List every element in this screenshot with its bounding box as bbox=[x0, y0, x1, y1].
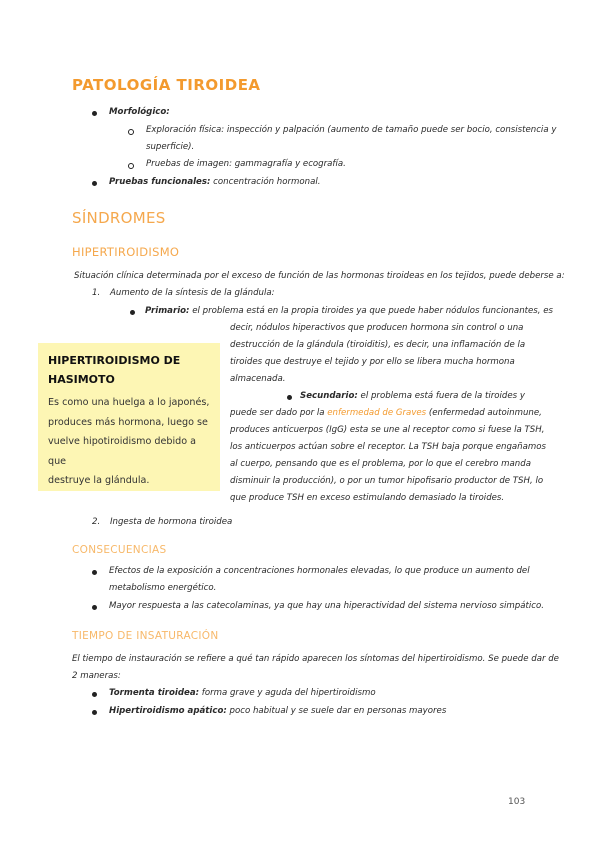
page-number: 103 bbox=[508, 797, 526, 807]
primario-text: el problema está en la propia tiroides ya que puede haber nódulos funcionantes, es bbox=[189, 306, 553, 316]
bullet-icon bbox=[92, 710, 97, 715]
tiempo-item2 bbox=[109, 703, 446, 720]
secundario-line2 bbox=[230, 405, 542, 422]
morph-sub1-line2: superficie). bbox=[146, 142, 195, 152]
callout-title-line1: HIPERTIROIDISMO DE bbox=[48, 354, 181, 367]
tiempo-intro-line1: El tiempo de instauración se refiere a qué tan rápido aparecen los síntomas del hipertiroidismo. Se puede dar de bbox=[72, 654, 559, 664]
item2-text: Ingesta de hormona tiroidea bbox=[110, 517, 233, 527]
bullet-icon bbox=[92, 111, 97, 116]
tiempo-intro-line2: 2 maneras: bbox=[72, 671, 121, 681]
secundario-line6: disminuir la producción), o por un tumor hipofisario productor de TSH, lo bbox=[230, 476, 544, 486]
func-label: Pruebas funcionales: bbox=[109, 177, 211, 187]
primario-line2: decir, nódulos hiperactivos que producen hormona sin control o una bbox=[230, 323, 524, 333]
subheading-hipertiroidismo: HIPERTIROIDISMO bbox=[72, 245, 180, 259]
func-item bbox=[109, 174, 321, 191]
secundario-line4: los anticuerpos actúan sobre el receptor. La TSH baja porque engañamos bbox=[230, 442, 546, 452]
morph-sub2: Pruebas de imagen: gammagrafía y ecografía. bbox=[146, 159, 346, 169]
apatico-label: Hipertiroidismo apático: bbox=[109, 706, 227, 716]
graves-highlight: enfermedad de Graves bbox=[327, 408, 427, 418]
apatico-text: poco habitual y se suele dar en personas mayores bbox=[226, 706, 447, 716]
func-text: concentración hormonal. bbox=[210, 177, 321, 187]
item2-number: 2. bbox=[92, 517, 101, 527]
callout-body bbox=[48, 393, 210, 491]
bullet-icon bbox=[130, 310, 135, 315]
callout-note bbox=[38, 343, 220, 491]
tormenta-label: Tormenta tiroidea: bbox=[109, 688, 200, 698]
callout-title-line2: HASIMOTO bbox=[48, 373, 115, 386]
secundario-line5: al cuerpo, pensando que es el problema, por lo que el cerebro manda bbox=[230, 459, 531, 469]
bullet-icon bbox=[92, 605, 97, 610]
circle-bullet-icon bbox=[128, 129, 134, 135]
section-heading-sindromes: SÍNDROMES bbox=[72, 209, 166, 227]
callout-body-line3: vuelve hipotiroidismo debido a que bbox=[48, 436, 197, 467]
primario-line4: tiroides que destruye el tejido y por ello se libera mucha hormona bbox=[230, 357, 515, 367]
subheading-consecuencias: CONSECUENCIAS bbox=[72, 544, 167, 556]
secundario-text: (enfermedad autoinmune, bbox=[426, 408, 542, 418]
bullet-icon bbox=[92, 570, 97, 575]
bullet-icon bbox=[287, 395, 292, 400]
bullet-icon bbox=[92, 181, 97, 186]
hiper-intro: Situación clínica determinada por el exceso de función de las hormonas tiroideas en los tejidos, puede deberse a: bbox=[74, 271, 565, 281]
consecuencias-b1-line1: Efectos de la exposición a concentraciones hormonales elevadas, lo que produce un aumento del bbox=[109, 566, 530, 576]
callout-body-line4: destruye la glándula. bbox=[48, 475, 150, 486]
morph-label: Morfológico: bbox=[109, 107, 170, 117]
primario-line5: almacenada. bbox=[230, 374, 286, 384]
primario-line3: destrucción de la glándula (tiroiditis), es decir, una inflamación de la bbox=[230, 340, 526, 350]
callout-body-line1: Es como una huelga a lo japonés, bbox=[48, 397, 210, 408]
callout-body-line2: produces más hormona, luego se bbox=[48, 416, 208, 428]
primario-label: Primario: bbox=[145, 306, 190, 316]
item1-number: 1. bbox=[92, 288, 101, 298]
secundario-line7: que produce TSH en exceso estimulando demasiado la tiroides. bbox=[230, 493, 505, 503]
morph-sub1-line1: Exploración física: inspección y palpación (aumento de tamaño puede ser bocio, consistencia y bbox=[146, 125, 557, 135]
secundario-line1 bbox=[300, 388, 525, 405]
item1-text: Aumento de la síntesis de la glándula: bbox=[110, 288, 275, 298]
bullet-icon bbox=[92, 692, 97, 697]
secundario-text: el problema está fuera de la tiroides y bbox=[357, 391, 525, 401]
consecuencias-b1-line2: metabolismo energético. bbox=[109, 583, 217, 593]
tiempo-item1 bbox=[109, 685, 376, 702]
subheading-tiempo: TIEMPO DE INSATURACIÓN bbox=[72, 630, 219, 642]
tormenta-text: forma grave y aguda del hipertiroidismo bbox=[199, 688, 376, 698]
secundario-text: puede ser dado por la bbox=[230, 408, 328, 418]
primario-line1 bbox=[145, 303, 553, 320]
circle-bullet-icon bbox=[128, 163, 134, 169]
consecuencias-b2: Mayor respuesta a las catecolaminas, ya que hay una hiperactividad del sistema nervioso simpático. bbox=[109, 601, 544, 611]
secundario-label: Secundario: bbox=[300, 391, 358, 401]
page-title: PATOLOGÍA TIROIDEA bbox=[72, 76, 261, 94]
secundario-line3: produces anticuerpos (IgG) esta se une al receptor como si fuese la TSH, bbox=[230, 425, 545, 435]
